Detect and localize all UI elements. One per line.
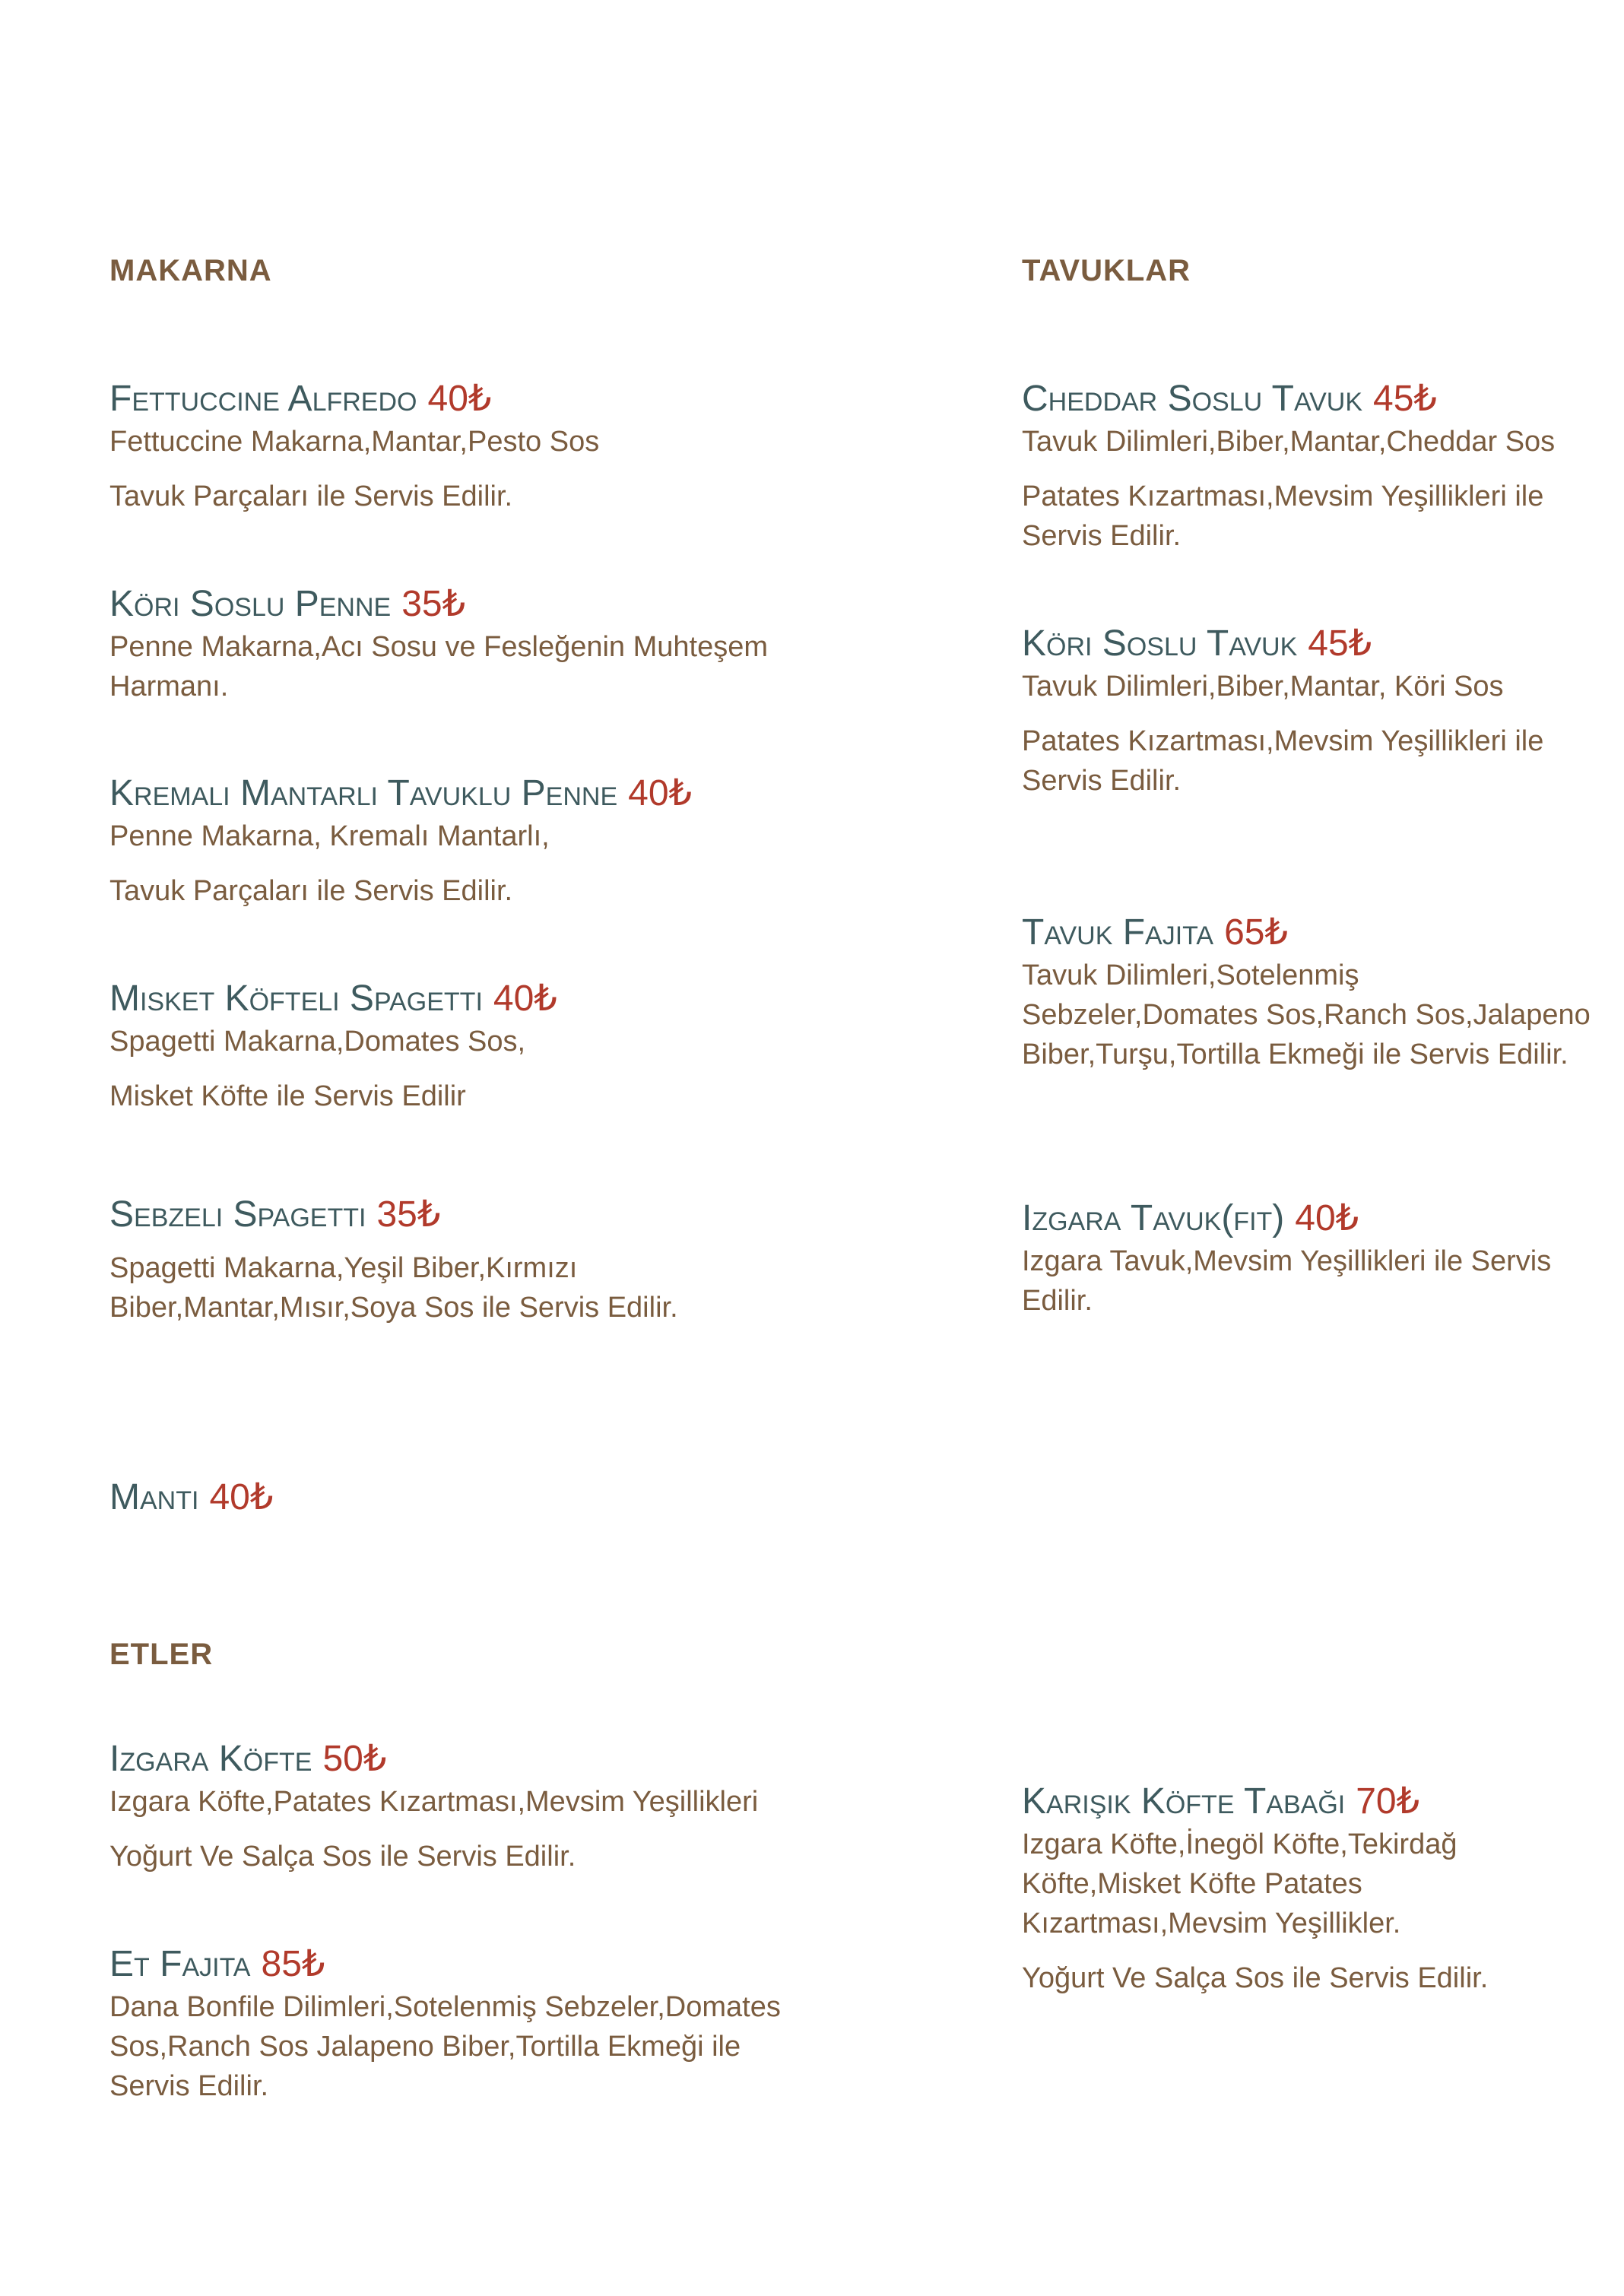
- item-description: Tavuk Dilimleri,Biber,Mantar, Köri Sos: [1022, 671, 1504, 702]
- item-name: Kremalı Mantarlı Tavuklu Penne: [109, 773, 618, 813]
- item-description: Izgara Köfte,Patates Kızartması,Mevsim Yeşillikleri: [109, 1786, 759, 1818]
- menu-item-kori-soslu-penne: [109, 582, 809, 706]
- item-price: 35₺: [401, 584, 466, 624]
- item-description: Tavuk Dilimleri,Biber,Mantar,Cheddar Sos: [1022, 426, 1556, 458]
- item-name: Fettuccine Alfredo: [109, 379, 417, 419]
- menu-item-kremali-mantarli-tavuklu-penne: [109, 771, 809, 911]
- item-price: 40₺: [628, 773, 693, 813]
- item-price: 40₺: [209, 1477, 274, 1517]
- item-name: Izgara Tavuk(fit): [1022, 1198, 1285, 1238]
- item-description: Patates Kızartması,Mevsim Yeşillikleri ile Servis Edilir.: [1022, 480, 1544, 552]
- item-price: 45₺: [1373, 379, 1437, 419]
- item-price: 40₺: [493, 978, 557, 1019]
- item-description: Dana Bonfile Dilimleri,Sotelenmiş Sebzeler,Domates Sos,Ranch Sos Jalapeno Biber,Tortilla Ekmeği ile Servis Edilir.: [109, 1991, 781, 2102]
- item-price: 50₺: [322, 1739, 387, 1779]
- menu-item-sebzeli-spagetti: [109, 1192, 809, 1327]
- menu-item-cheddar-soslu-tavuk: [1022, 376, 1600, 556]
- item-name: Cheddar Soslu Tavuk: [1022, 379, 1363, 419]
- item-name: Tavuk Fajita: [1022, 912, 1214, 953]
- item-price: 40₺: [427, 379, 492, 419]
- item-name: Izgara Köfte: [109, 1739, 312, 1779]
- item-name: Misket Köfteli Spagetti: [109, 978, 483, 1019]
- item-description: Yoğurt Ve Salça Sos ile Servis Edilir.: [1022, 1962, 1489, 1994]
- item-price: 65₺: [1224, 912, 1289, 953]
- item-description: Tavuk Parçaları ile Servis Edilir.: [109, 480, 513, 512]
- item-name: Karışık Köfte Tabağı: [1022, 1781, 1346, 1822]
- item-description: Penne Makarna,Acı Sosu ve Fesleğenin Muhteşem Harmanı.: [109, 631, 769, 702]
- menu-item-izgara-tavuk-fit: [1022, 1196, 1600, 1321]
- item-description: Fettuccine Makarna,Mantar,Pesto Sos: [109, 426, 600, 458]
- item-name: Köri Soslu Penne: [109, 584, 392, 624]
- section-title-tavuklar: TAVUKLAR: [1022, 254, 1191, 287]
- section-title-etler: ETLER: [109, 1638, 214, 1671]
- item-description: Tavuk Dilimleri,Sotelenmiş Sebzeler,Domates Sos,Ranch Sos,Jalapeno Biber,Turşu,Tortilla Ekmeği ile Servis Edilir.: [1022, 959, 1591, 1070]
- item-description: Patates Kızartması,Mevsim Yeşillikleri ile Servis Edilir.: [1022, 725, 1544, 797]
- item-description: Izgara Tavuk,Mevsim Yeşillikleri ile Servis Edilir.: [1022, 1245, 1552, 1317]
- item-name: Köri Soslu Tavuk: [1022, 623, 1298, 664]
- item-description: Spagetti Makarna,Domates Sos,: [109, 1026, 526, 1058]
- item-name: Sebzeli Spagetti: [109, 1194, 366, 1235]
- menu-item-misket-kofteli-spagetti: [109, 976, 809, 1116]
- item-price: 70₺: [1356, 1781, 1420, 1822]
- item-description: Tavuk Parçaları ile Servis Edilir.: [109, 875, 513, 907]
- menu-item-izgara-kofte: [109, 1736, 809, 1876]
- item-description: Misket Köfte ile Servis Edilir: [109, 1080, 466, 1112]
- menu-item-kori-soslu-tavuk: [1022, 621, 1600, 801]
- menu-item-fettuccine-alfredo: [109, 376, 809, 516]
- menu-item-tavuk-fajita: [1022, 910, 1600, 1074]
- section-title-makarna: MAKARNA: [109, 254, 272, 287]
- item-price: 40₺: [1295, 1198, 1359, 1238]
- menu-item-et-fajita: [109, 1942, 809, 2106]
- item-price: 85₺: [261, 1944, 325, 1984]
- item-price: 45₺: [1308, 623, 1372, 664]
- item-name: Mantı: [109, 1477, 199, 1517]
- item-description: Penne Makarna, Kremalı Mantarlı,: [109, 820, 550, 852]
- menu-item-karisik-kofte-tabagi: [1022, 1779, 1600, 1998]
- item-description: Yoğurt Ve Salça Sos ile Servis Edilir.: [109, 1841, 576, 1873]
- menu-item-manti: [109, 1475, 809, 1521]
- item-price: 35₺: [376, 1194, 441, 1235]
- item-name: Et Fajita: [109, 1944, 251, 1984]
- item-description: Izgara Köfte,İnegöl Köfte,Tekirdağ Köfte,Misket Köfte Patates Kızartması,Mevsim Yeşillikler.: [1022, 1828, 1457, 1939]
- item-description: Spagetti Makarna,Yeşil Biber,Kırmızı Biber,Mantar,Mısır,Soya Sos ile Servis Edilir.: [109, 1252, 678, 1324]
